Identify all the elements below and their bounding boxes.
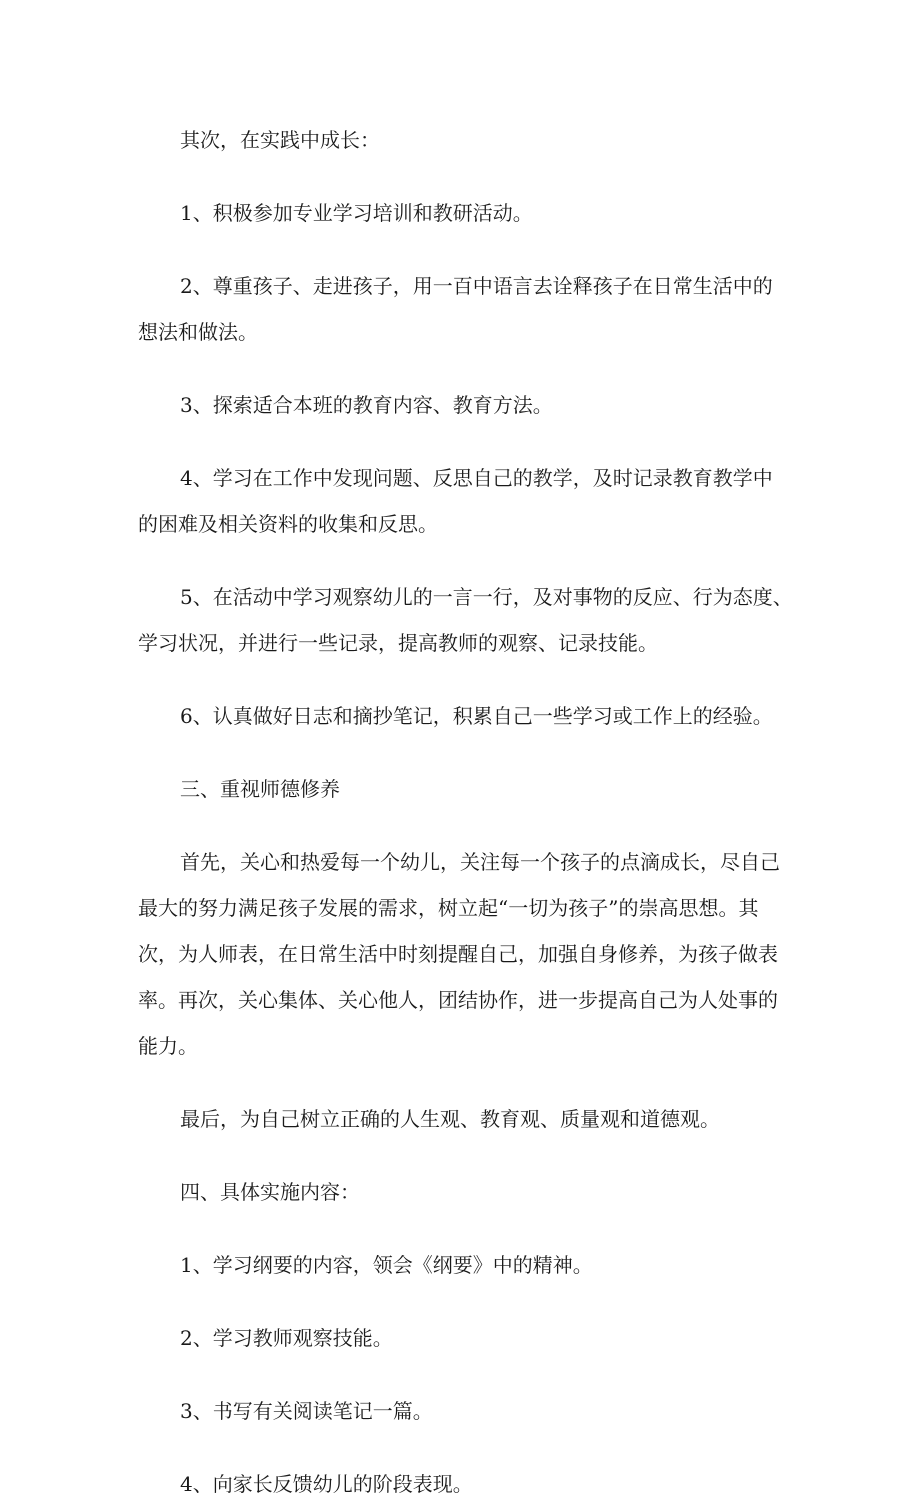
text-line: 想法和做法。 bbox=[138, 320, 258, 344]
text-line: 学习状况，并进行一些记录，提高教师的观察、记录技能。 bbox=[138, 631, 658, 655]
section-heading bbox=[138, 766, 800, 812]
text-line: 2、学习教师观察技能。 bbox=[180, 1326, 393, 1350]
list-item bbox=[138, 1242, 800, 1288]
document-body bbox=[138, 117, 800, 1507]
text-line: 1、积极参加专业学习培训和教研活动。 bbox=[180, 201, 533, 225]
text-line: 6、认真做好日志和摘抄笔记，积累自己一些学习或工作上的经验。 bbox=[180, 704, 773, 728]
text-line: 的困难及相关资料的收集和反思。 bbox=[138, 512, 438, 536]
list-item bbox=[138, 263, 800, 355]
paragraph bbox=[138, 1096, 800, 1142]
list-item bbox=[138, 1461, 800, 1507]
text-line: 能力。 bbox=[138, 1034, 198, 1058]
text-line: 3、书写有关阅读笔记一篇。 bbox=[180, 1399, 433, 1423]
text-line: 三、重视师德修养 bbox=[180, 777, 340, 801]
paragraph bbox=[138, 839, 800, 1069]
text-line: 首先，关心和热爱每一个幼儿，关注每一个孩子的点滴成长，尽自己 bbox=[180, 850, 780, 874]
paragraph bbox=[138, 117, 800, 163]
list-item bbox=[138, 574, 800, 666]
text-line: 1、学习纲要的内容，领会《纲要》中的精神。 bbox=[180, 1253, 593, 1277]
text-line: 5、在活动中学习观察幼儿的一言一行，及对事物的反应、行为态度、 bbox=[180, 585, 793, 609]
list-item bbox=[138, 1388, 800, 1434]
list-item bbox=[138, 1315, 800, 1361]
text-line: 四、具体实施内容： bbox=[180, 1180, 360, 1204]
section-heading bbox=[138, 1169, 800, 1215]
list-item bbox=[138, 190, 800, 236]
list-item bbox=[138, 693, 800, 739]
text-line: 最后，为自己树立正确的人生观、教育观、质量观和道德观。 bbox=[180, 1107, 720, 1131]
text-line: 3、探索适合本班的教育内容、教育方法。 bbox=[180, 393, 553, 417]
text-line: 最大的努力满足孩子发展的需求，树立起“一切为孩子”的崇高思想。其 bbox=[138, 896, 759, 920]
list-item bbox=[138, 455, 800, 547]
text-line: 其次，在实践中成长： bbox=[180, 128, 380, 152]
text-line: 率。再次，关心集体、关心他人，团结协作，进一步提高自己为人处事的 bbox=[138, 988, 778, 1012]
text-line: 次，为人师表，在日常生活中时刻提醒自己，加强自身修养，为孩子做表 bbox=[138, 942, 778, 966]
text-line: 4、学习在工作中发现问题、反思自己的教学，及时记录教育教学中 bbox=[180, 466, 773, 490]
text-line: 4、向家长反馈幼儿的阶段表现。 bbox=[180, 1472, 473, 1496]
text-line: 2、尊重孩子、走进孩子，用一百中语言去诠释孩子在日常生活中的 bbox=[180, 274, 773, 298]
list-item bbox=[138, 382, 800, 428]
